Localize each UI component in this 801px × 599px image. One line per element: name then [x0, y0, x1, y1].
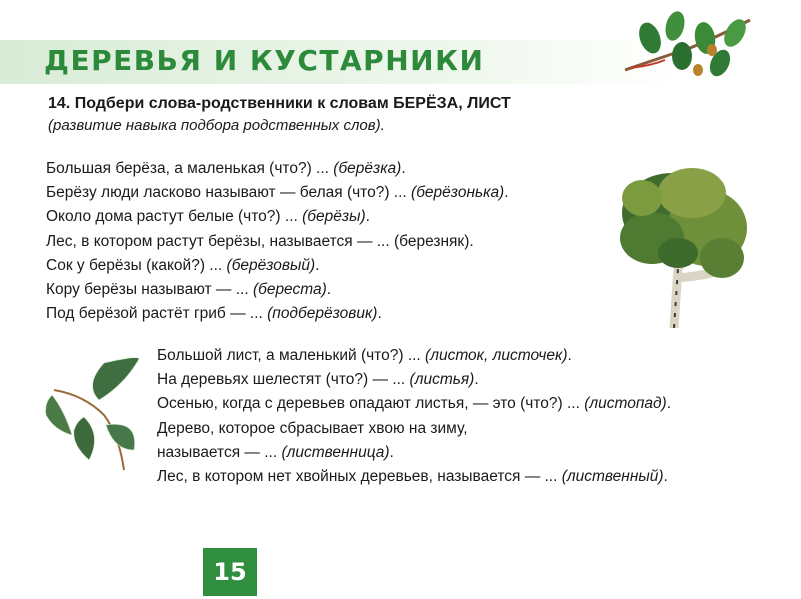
birch-line: Сок у берёзы (какой?) ... (берёзовый). — [46, 256, 320, 274]
leaf-line: Дерево, которое сбрасывает хвою на зиму, — [157, 419, 468, 437]
birch-line: Большая берёза, а маленькая (что?) ... (берёзка). — [46, 160, 406, 177]
leaf-text-block — [157, 344, 671, 489]
leaf-line: Осенью, когда с деревьев опадают листья, — это (что?) ... (листопад). — [157, 395, 672, 413]
leaf-line: называется — ... (лиственница). — [157, 443, 394, 461]
page-number-box — [203, 548, 257, 596]
birch-line: Лес, в котором растут берёзы, называется — ... (березняк). — [46, 232, 474, 250]
birch-line: Кору берёзы называют — ... (береста). — [46, 281, 332, 299]
birch-leaves-illustration — [44, 355, 144, 475]
page-number: 15 — [213, 558, 247, 586]
birch-text-block — [46, 157, 509, 326]
page-title: ДЕРЕВЬЯ И КУСТАРНИКИ — [44, 44, 485, 77]
leaf-line: Лес, в котором нет хвойных деревьев, называется — ... (лиственный). — [157, 468, 668, 486]
birch-line: Под берёзой растёт гриб — ... (подберёзовик). — [46, 305, 382, 323]
exercise-title: 14. Подбери слова-родственники к словам БЕРЁЗА, ЛИСТ — [48, 95, 511, 112]
leaf-line: На деревьях шелестят (что?) — ... (листья). — [157, 371, 479, 389]
oak-branch-illustration — [620, 8, 760, 88]
birch-tree-illustration — [612, 158, 752, 328]
birch-line: Берёзу люди ласково называют — белая (что?) ... (берёзонька). — [46, 184, 509, 202]
exercise-subtitle: (развитие навыка подбора родственных слов). — [48, 117, 385, 134]
leaf-line: Большой лист, а маленький (что?) ... (листок, листочек). — [157, 347, 572, 364]
birch-line: Около дома растут белые (что?) ... (берёзы). — [46, 208, 370, 226]
